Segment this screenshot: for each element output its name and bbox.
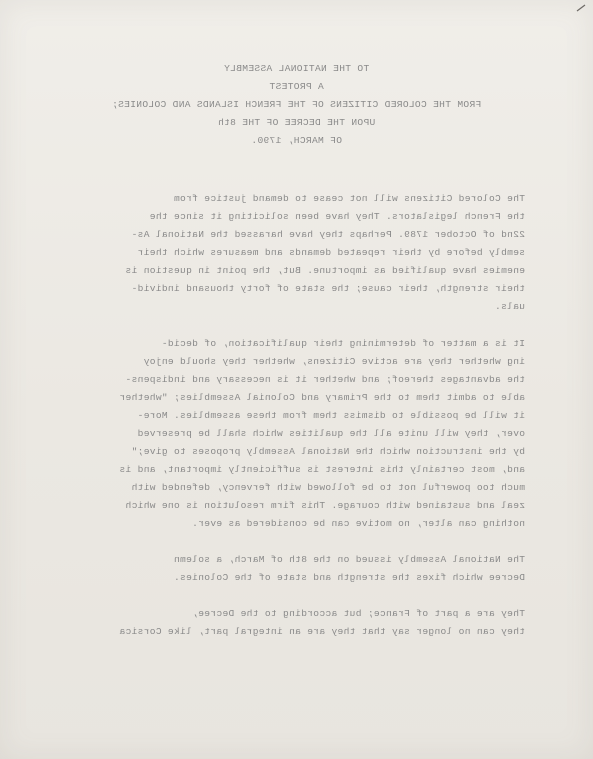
paragraph-line: It is a matter of determining their qualification, of decid- xyxy=(161,338,525,349)
heading-line: FROM THE COLORED CITIZENS OF THE FRENCH ISLANDS AND COLONIES; xyxy=(111,99,482,110)
paragraph-line: 22nd of October 1789. Perhaps they have harassed the National As- xyxy=(131,229,525,240)
heading-line: A PROTEST xyxy=(269,81,324,92)
heading-line: UPON THE DECREE OF THE 8th xyxy=(217,117,376,128)
paragraph-line: Decree which fixes the strength and state of the Colonies. xyxy=(173,572,525,583)
paragraph-line: sembly before by their repeated demands and measures which their xyxy=(137,247,525,258)
paragraph-line: by the instruction which the National Assembly proposes to give;" xyxy=(131,446,525,457)
paragraph-line: and, most certainly this interest is sufficiently important, and is xyxy=(119,464,525,475)
paragraph-line: enemies have qualified as importune. But, the point in question is xyxy=(125,265,525,276)
paragraph-line: ing whether they are active Citizens, whether they should enjoy xyxy=(143,356,525,367)
paragraph-line: The National Assembly issued on the 8th of March, a solemn xyxy=(173,554,525,565)
paragraph-line: they can no longer say that they are an integral part, like Corsica xyxy=(119,626,525,637)
paragraph-line: able to admit them to the Primary and Colonial Assemblies; "whether xyxy=(119,392,525,403)
heading-line: OF MARCH, 1790. xyxy=(251,135,342,146)
paragraph-line: They are a part of France; but according to the Decree, xyxy=(191,608,525,619)
paragraph-line: The Colored Citizens will not cease to demand justice from xyxy=(173,193,525,204)
paragraph-line: their strength, their cause; the state of forty thousand individ- xyxy=(131,283,525,294)
paragraph-line: much too powerful not to be followed with fervency, defended with xyxy=(131,482,525,493)
paragraph-line: zeal and sustained with courage. This firm resolution is one which xyxy=(125,500,525,511)
paragraph-line: it will be possible to dismiss them from these assemblies. More- xyxy=(137,410,525,421)
paragraph-line: the French legislators. They have been soliciting it since the xyxy=(149,211,525,222)
heading-line: TO THE NATIONAL ASSEMBLY xyxy=(223,63,370,74)
paragraph-line: uals. xyxy=(494,301,525,312)
paragraph-line: the advantages thereof; and whether it is necessary and indispens- xyxy=(125,374,525,385)
paragraph-line: over, they will unite all the qualities which shall be preserved xyxy=(137,428,525,439)
paragraph-line: nothing can alter, no motive can be considered as ever. xyxy=(191,518,525,529)
